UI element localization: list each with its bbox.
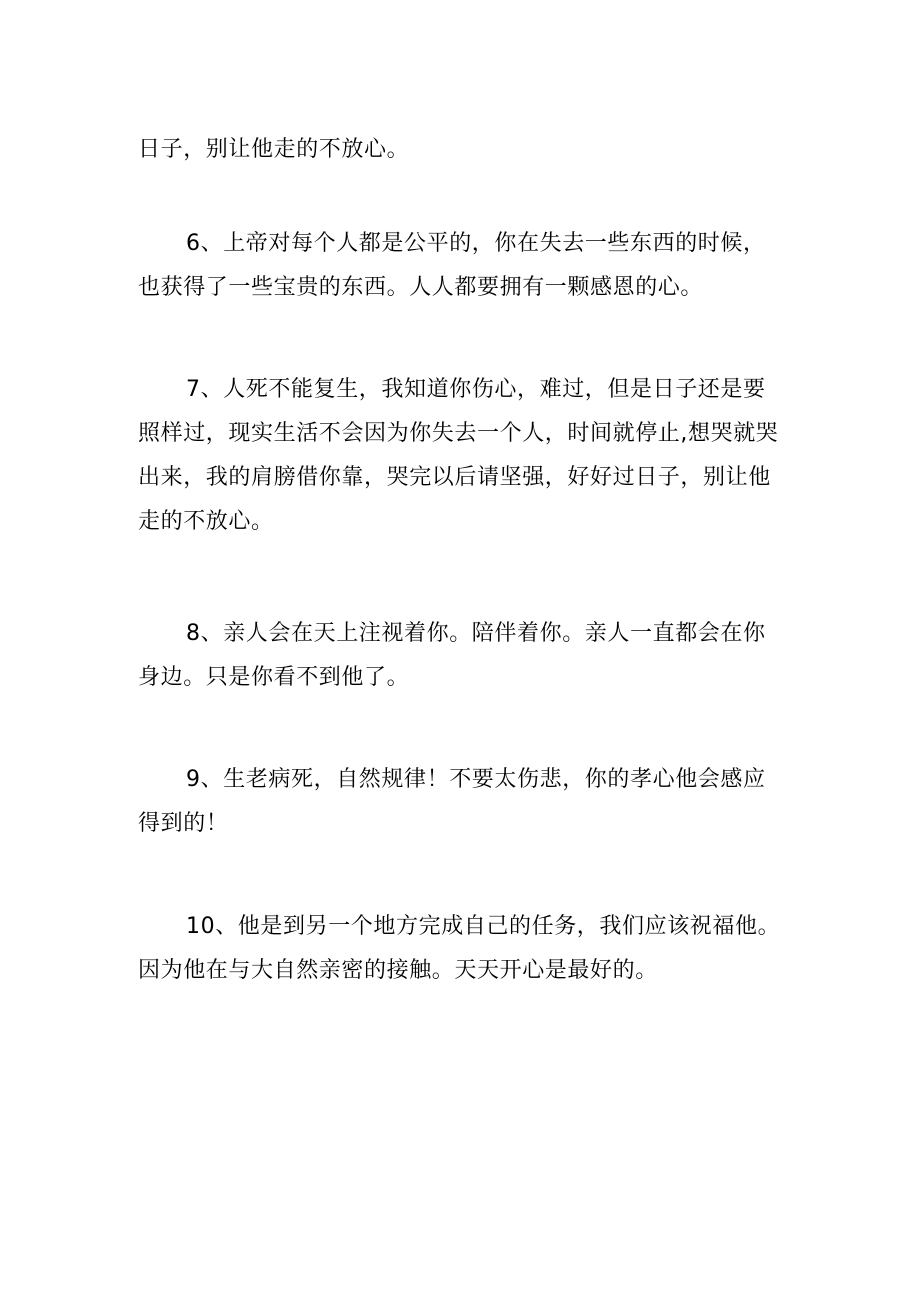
- paragraph-8: [138, 612, 810, 700]
- paragraph-continued: [138, 128, 810, 172]
- text-line: 日子，别让他走的不放心。: [138, 137, 410, 162]
- paragraph-6: [138, 222, 810, 310]
- text-line: 因为他在与大自然亲密的接触。天天开心是最好的。: [138, 958, 658, 983]
- paragraph-7: [138, 368, 810, 544]
- text-line: 得到的！: [138, 811, 229, 836]
- text-line: 9、生老病死，自然规律！不要太伤悲，你的孝心他会感应: [186, 767, 766, 792]
- text-line: 也获得了一些宝贵的东西。人人都要拥有一颗感恩的心。: [138, 275, 704, 300]
- text-line: 8、亲人会在天上注视着你。陪伴着你。亲人一直都会在你: [186, 621, 766, 646]
- text-line: 照样过，现实生活不会因为你失去一个人，时间就停止,想哭就哭: [138, 421, 779, 446]
- text-line: 7、人死不能复生，我知道你伤心，难过，但是日子还是要: [186, 377, 766, 402]
- text-line: 10、他是到另一个地方完成自己的任务，我们应该祝福他。: [186, 914, 781, 939]
- text-line: 身边。只是你看不到他了。: [138, 665, 410, 690]
- text-line: 走的不放心。: [138, 509, 274, 534]
- text-line: 6、上帝对每个人都是公平的，你在失去一些东西的时候，: [186, 231, 766, 256]
- paragraph-9: [138, 758, 810, 846]
- text-line: 出来，我的肩膀借你靠，哭完以后请坚强，好好过日子，别让他: [138, 465, 771, 490]
- paragraph-10: [138, 905, 810, 993]
